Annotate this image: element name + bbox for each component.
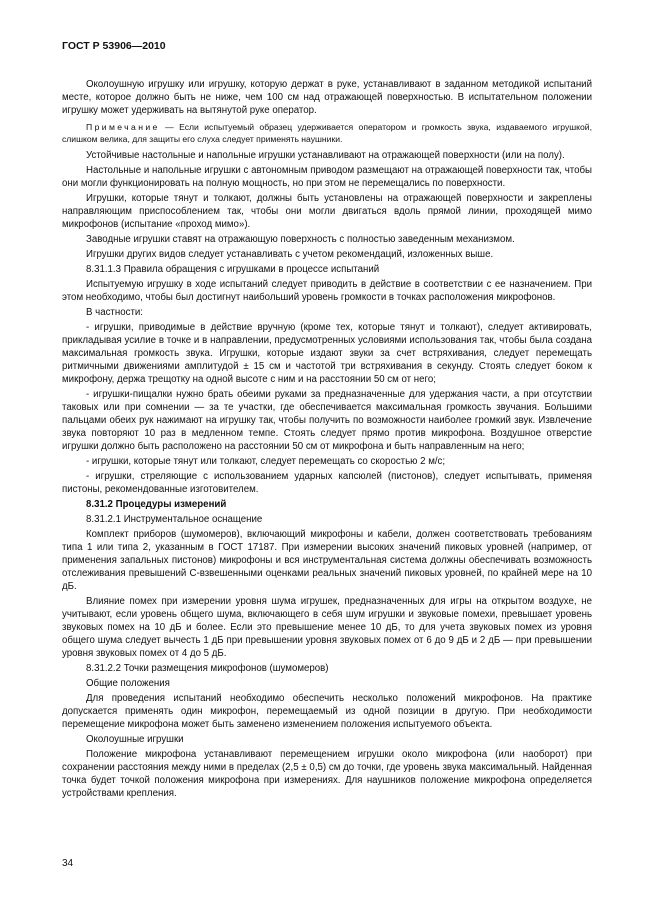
list-item: - игрушки-пищалки нужно брать обеими руками за предназначенные для удержания части, а при отсутствии таковых или при сомнении — за те участки, где обеспечивается максимальная громкость звучания. Большими пальцами обеих рук нажимают на игрушку так, чтобы получить по возможности наиболее громкий звук. Извлечение звука повторяют 10 раз в медленном темпе. Стоять следует прямо против микрофона. Воздушное отверстие игрушки должно быть расположено на расстоянии 50 см от микрофона и быть направленным на него; (62, 389, 592, 452)
paragraph: Настольные и напольные игрушки с автономным приводом размещают на отражающей поверхности так, чтобы они могли функционировать на полную мощность, но при этом не перемещались по поверхности. (62, 165, 592, 189)
paragraph: Околоушную игрушку или игрушку, которую держат в руке, устанавливают в заданном методикой испытаний месте, которое должно быть не ниже, чем 100 см над отражающей поверхностью. В испытательном положении игрушку может удерживать на вытянутой руке оператор. (62, 79, 592, 116)
paragraph: Игрушки, которые тянут и толкают, должны быть установлены на отражающей поверхности и закреплены направляющим приспособлением так, чтобы они могли двигаться вдоль прямой линии, проходящей мимо микрофонов (испытание «проход мимо»). (62, 193, 592, 230)
section-heading: 8.31.2.2 Точки размещения микрофонов (шумомеров) (86, 663, 329, 674)
paragraph: Положение микрофона устанавливают перемещением игрушки около микрофона (или наоборот) при сохранении расстояния между ними в пределах (2,5 ± 0,5) см до точки, где уровень звука максимальный. Найденная точка будет точкой положения микрофона при измерениях. Для наушников положение микрофона определяется устройствами крепления. (62, 749, 592, 799)
paragraph: Заводные игрушки ставят на отражающую поверхность с полностью заведенным механизмом. (86, 234, 515, 245)
document-header: ГОСТ Р 53906—2010 (62, 40, 166, 52)
list-item: - игрушки, которые тянут или толкают, следует перемещать со скоростью 2 м/с; (86, 456, 446, 467)
section-heading-bold: 8.31.2 Процедуры измерений (86, 499, 227, 510)
paragraph: Комплект приборов (шумомеров), включающий микрофоны и кабели, должен соответствовать требованиям типа 1 или типа 2, указанным в ГОСТ 17187. При измерении высоких значений пиковых уровней (например, от применения запальных пистонов) микрофоны и вся инструментальная система должны обеспечивать возможность отслеживания превышений С-взвешенными оценками реальных значений пиковых уровней, по крайней мере на 10 дБ. (62, 529, 592, 592)
section-heading: 8.31.2.1 Инструментальное оснащение (86, 514, 263, 525)
section-heading: 8.31.1.3 Правила обращения с игрушками в процессе испытаний (86, 264, 380, 275)
subheading: Общие положения (86, 678, 170, 689)
paragraph: Игрушки других видов следует устанавливать с учетом рекомендаций, изложенных выше. (86, 249, 494, 260)
subheading: Околоушные игрушки (86, 734, 184, 745)
paragraph: В частности: (86, 307, 143, 318)
paragraph: Для проведения испытаний необходимо обеспечить несколько положений микрофонов. На практике допускается применять один микрофон, перемещаемый из одной позиции в другую. При необходимости перемещение микрофона может быть заменено изменением положения испытуемого объекта. (62, 693, 592, 730)
paragraph: Устойчивые настольные и напольные игрушки устанавливают на отражающей поверхности (или на полу). (86, 150, 565, 161)
note-text: — Если испытуемый образец удерживается оператором и громкость звука, издаваемого игрушкой, слишком велика, для защиты его слуха следует применять наушники. (62, 122, 592, 144)
document-body (62, 78, 592, 800)
document-page (62, 40, 592, 802)
note-label: Примечание (86, 122, 160, 132)
page-number: 34 (62, 858, 74, 869)
paragraph: Влияние помех при измерении уровня шума игрушек, предназначенных для игры на открытом воздухе, не учитывают, если уровень общего шума, включающего в себя шум игрушки и звуковые помехи, превышает уровень звуковых помех на 10 дБ и более. Если это превышение менее 10 дБ, то для учета звуковых помех из уровня общего шума следует вычесть 1 дБ при превышении уровня звуковых помех от 6 до 9 дБ и 2 дБ — при превышении уровня звуковых помех от 4 до 5 дБ. (62, 596, 592, 659)
paragraph: Испытуемую игрушку в ходе испытаний следует приводить в действие в соответствии с ее назначением. При этом необходимо, чтобы был достигнут наибольший уровень громкости в точках расположения микрофонов. (62, 279, 592, 303)
list-item: - игрушки, стреляющие с использованием ударных капсюлей (пистонов), следует испытывать, применяя пистоны, рекомендованные изготовителем. (62, 471, 592, 495)
note (62, 121, 592, 145)
list-item: - игрушки, приводимые в действие вручную (кроме тех, которые тянут и толкают), следует активировать, прикладывая усилие в точке и в направлении, предусмотренных условиями использования так, чтобы была создана максимальная громкость звука. Игрушки, которые издают звуки за счет встряхивания, следует перемещать ритмичными движениями амплитудой ± 15 см и частотой три встряхивания в секунду. Стоять следует боком к микрофону, держа трещотку на одной высоте с ним и на расстоянии 50 см от него; (62, 322, 592, 385)
